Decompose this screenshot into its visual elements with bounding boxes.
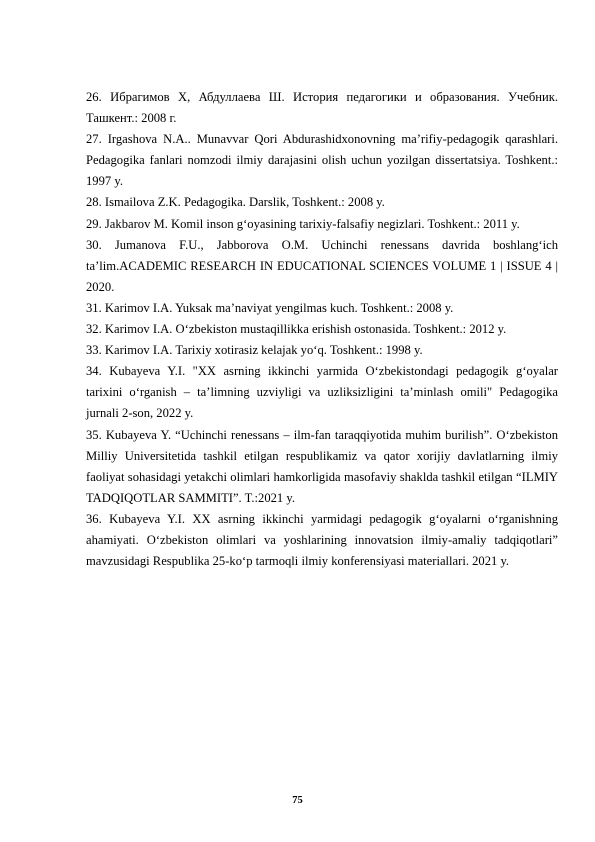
reference-text: Ismailova Z.K. Pedagogika. Darslik, Toshkent.: 2008 y. [104,195,385,210]
reference-number: 29. [86,216,102,231]
reference-number: 31. [86,300,102,315]
reference-text: Karimov I.A. O‘zbekiston mustaqillikka erishish ostonasida. Toshkent.: 2012 y. [104,322,507,337]
reference-number: 28. [86,195,102,210]
reference-text: Irgashova N.A.. Munavvar Qori Abdurashidxonovning ma’rifiy-pedagogik qarashlari. Pedagogika fanlari nomzodi ilmiy darajasini olish uchun yozilgan dissertatsiya. Toshkent.: 1997 y. [86,132,559,189]
reference-item [86,129,558,192]
reference-list [86,87,558,572]
reference-item [86,87,558,129]
reference-item [86,361,558,424]
reference-number: 34. [86,364,102,379]
reference-item [86,214,558,235]
reference-text: Ибрагимов Х, Абдуллаева Ш. История педагогики и образования. Учебник. Ташкент.: 2008 г. [86,90,558,126]
reference-item [86,235,558,298]
reference-number: 33. [86,343,102,358]
reference-text: Karimov I.A. Yuksak ma’naviyat yengilmas kuch. Toshkent.: 2008 y. [104,300,454,315]
reference-item [86,298,558,319]
reference-item [86,319,558,340]
reference-text: Kubayeva Y.I. XX asrning ikkinchi yarmidagi pedagogik g‘oyalarni o‘rganishning ahamiyati. O‘zbekiston olimlari va yoshlarining innovatsion ilmiy-amaliy tadqiqotlari” mavzusidagi Respublika 25-ko‘p tarmoqli ilmiy konferensiyasi materiallari. 2021 y. [86,511,558,569]
reference-text: Karimov I.A. Tarixiy xotirasiz kelajak yo‘q. Toshkent.: 1998 y. [104,343,423,358]
reference-text: Kubayeva Y.I. "XX asrning ikkinchi yarmida O‘zbekistondagi pedagogik g‘oyalar tarixini o‘rganish – ta’limning uzviyligi va uzliksizligini ta’minlash omili" Pedagogika jurnali 2-son, 2022 y. [86,364,559,421]
reference-number: 35. [86,427,102,442]
reference-number: 30. [86,237,102,252]
reference-number: 26. [86,90,102,104]
reference-item [86,425,558,509]
reference-item [86,509,558,572]
page-number: 75 [292,795,303,806]
reference-item [86,192,558,213]
reference-text: Jakbarov M. Komil inson g‘oyasining tarixiy-falsafiy negizlari. Toshkent.: 2011 y. [104,216,520,231]
reference-text: Jumanova F.U., Jabborova O.M. Uchinchi renessans davrida boshlang‘ich ta’lim.ACADEMIC RESEARCH IN EDUCATIONAL SCIENCES VOLUME 1 | ISSUE 4 | 2020. [86,237,558,294]
reference-number: 36. [86,511,102,526]
reference-number: 32. [86,322,102,337]
reference-text: Kubayeva Y. “Uchinchi renessans – ilm-fan taraqqiyotida muhim burilish”. O‘zbekiston Milliy Universitetida tashkil etilgan respublikamiz va qator xorijiy davlatlarning ilmiy faoliyat sohasidagi yetakchi olimlari hamkorligida masofaviy shaklda tashkil etilgan “ILMIY TADQIQOTLAR SAMMITI”. T.:2021 y. [86,427,558,505]
reference-number: 27. [86,132,102,147]
reference-item [86,340,558,361]
